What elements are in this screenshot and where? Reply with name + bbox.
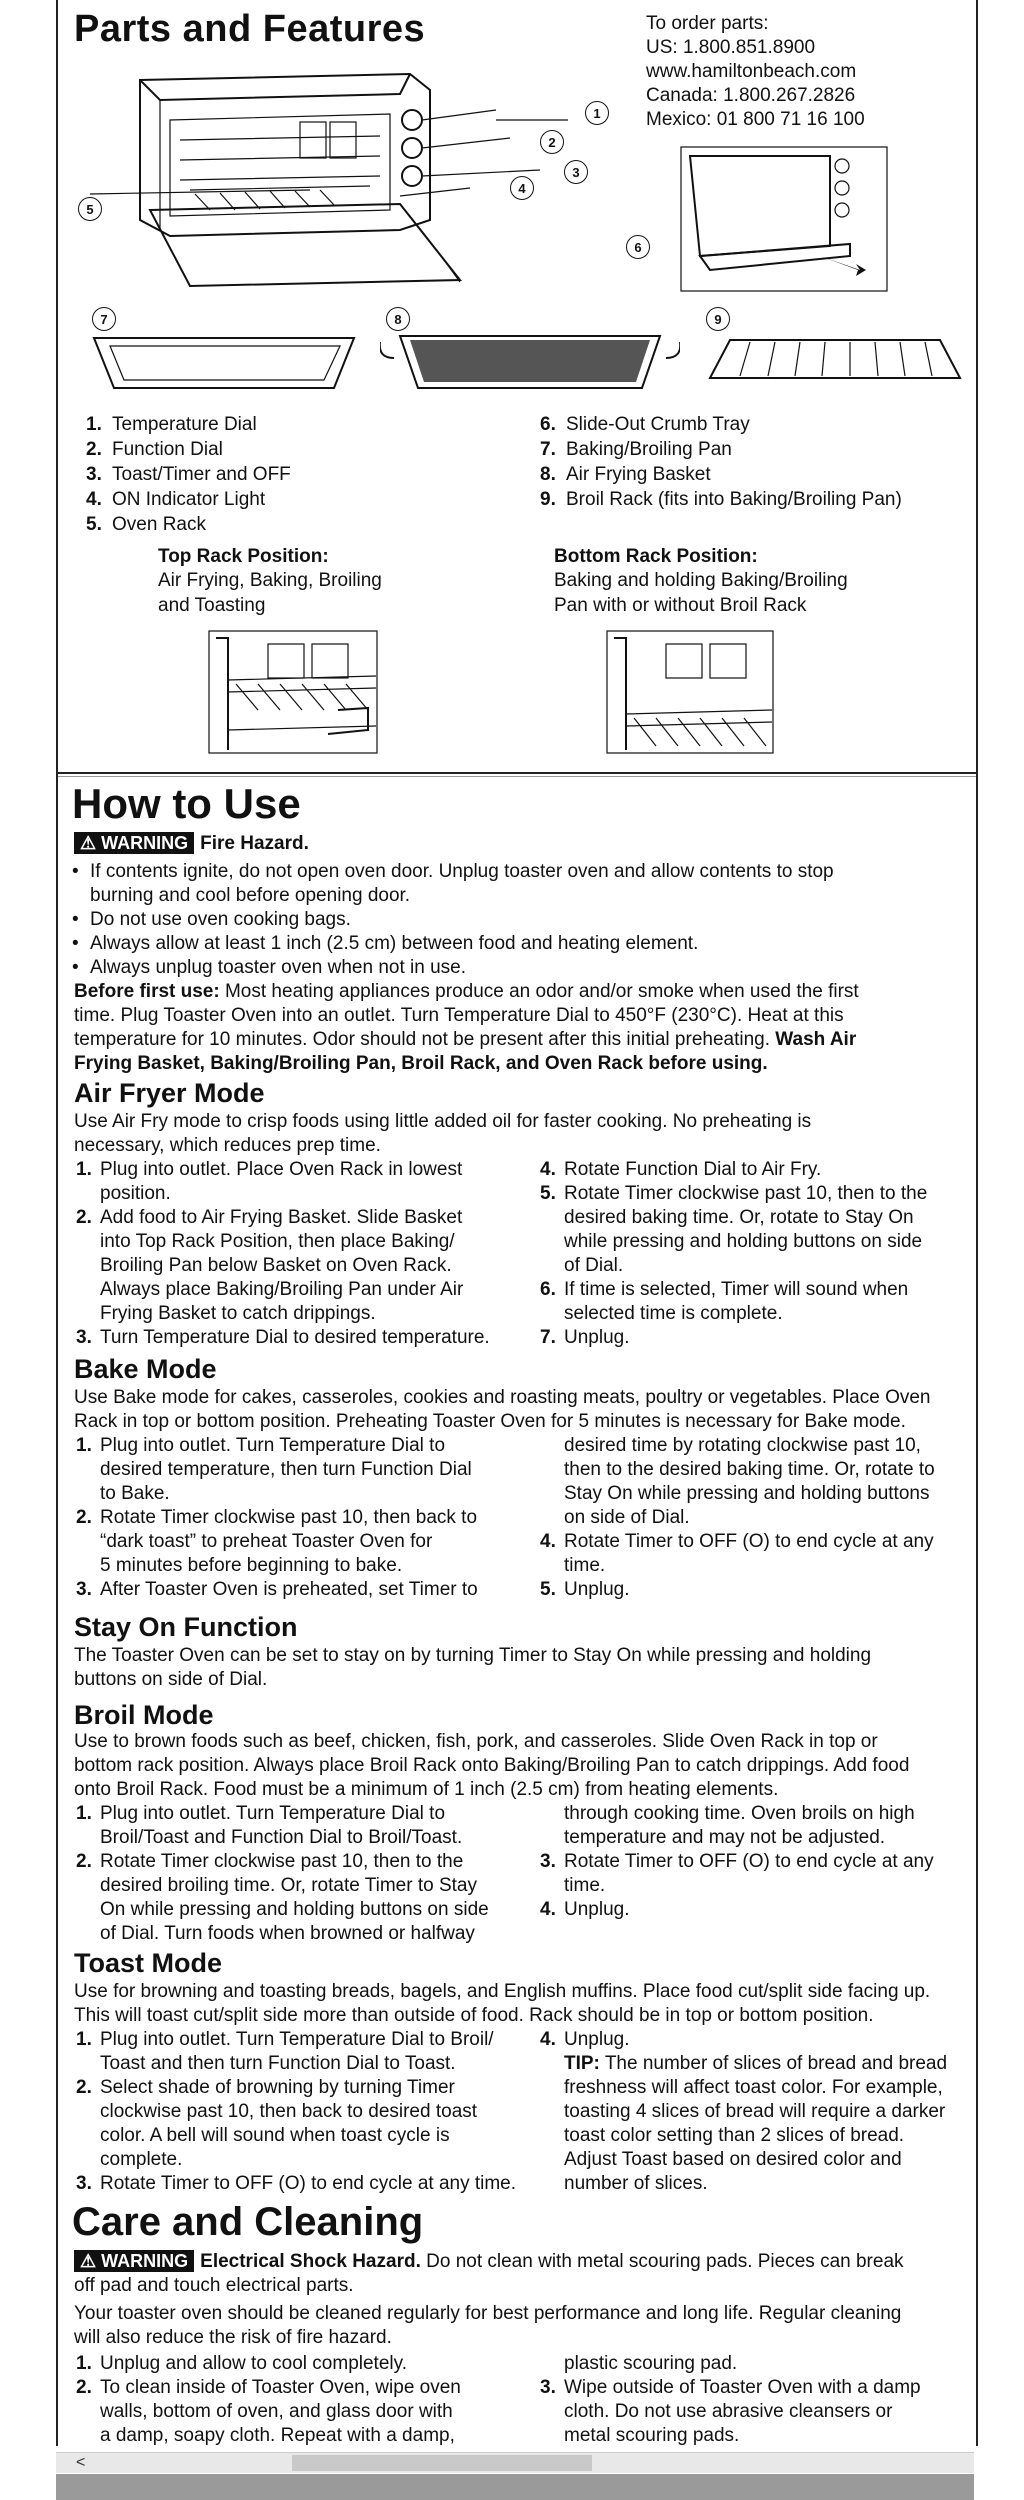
list-item-cont: through cooking time. Oven broils on high temperature and may not be adjusted. — [564, 1803, 915, 1848]
list-item: 2. Rotate Timer clockwise past 10, then to the desired broiling time. Or, rotate Timer to Stay On while pressing and holding buttons on side of Dial. Turn foods when browned or halfway — [76, 1851, 489, 1944]
first-use-label: Before first use: — [74, 981, 220, 1002]
first-use-line: temperature for 10 minutes. Odor should not be present after this initial preheating. — [74, 1029, 771, 1050]
order-line: www.hamiltonbeach.com — [646, 61, 857, 82]
list-item: 3. After Toaster Oven is preheated, set Timer to — [76, 1579, 478, 1600]
broil-rack-illustration — [700, 318, 974, 398]
toaster-oven-illustration — [70, 60, 630, 300]
first-use-bold: Frying Basket, Baking/Broiling Pan, Broil Rack, and Oven Rack before using. — [74, 1053, 768, 1074]
list-item: 1. Plug into outlet. Turn Temperature Dial to desired temperature, then turn Function Dial to Bake. — [76, 1435, 472, 1504]
callout-7: 7 — [92, 307, 116, 331]
list-item: 5. Unplug. — [540, 1579, 630, 1600]
list-item: 5. Rotate Timer clockwise past 10, then to the desired baking time. Or, rotate to Stay On while pressing and holding buttons on side of Dial. — [540, 1183, 928, 1276]
list-item: 9. Broil Rack (fits into Baking/Broiling Pan) — [540, 489, 902, 510]
parts-title: Parts and Features — [74, 8, 426, 50]
bullet-item: • If contents ignite, do not open oven door. Unplug toaster oven and allow contents to stop — [68, 860, 968, 884]
order-line: US: 1.800.851.8900 — [646, 37, 816, 58]
callout-2: 2 — [540, 130, 564, 154]
toast-title: Toast Mode — [74, 1948, 222, 1978]
callout-4: 4 — [510, 176, 534, 200]
bottom-rack-illustration — [606, 630, 776, 756]
list-item: 4. Rotate Timer to OFF (O) to end cycle at any time. — [540, 1531, 934, 1576]
top-rack-line: Air Frying, Baking, Broiling — [158, 570, 382, 591]
how-to-use-title: How to Use — [72, 780, 301, 827]
list-item: 6. If time is selected, Timer will sound when selected time is complete. — [540, 1279, 909, 1324]
list-item: 7. Baking/Broiling Pan — [540, 439, 732, 460]
callout-8: 8 — [386, 307, 410, 331]
warning-text: Fire Hazard. — [200, 833, 309, 854]
list-item: 4. ON Indicator Light — [86, 489, 266, 510]
list-item: 6. Slide-Out Crumb Tray — [540, 414, 750, 435]
list-item: 1. Unplug and allow to cool completely. — [76, 2353, 407, 2374]
list-item: 8. Air Frying Basket — [540, 464, 711, 485]
tip-block: TIP: The number of slices of bread and bread freshness will affect toast color. For example, toasting 4 slices of bread will require a darker toast color setting than 2 slices of bread. Adjust Toast based on desired color and number of slices. — [564, 2053, 948, 2194]
toast-intro: Use for browning and toasting breads, bagels, and English muffins. Place food cut/split side facing up. This will toast cut/split side more than outside of food. Rack should be in top or bottom position. — [74, 1981, 931, 2026]
air-fryer-intro: Use Air Fry mode to crisp foods using little added oil for faster cooking. No preheating is necessary, which reduces prep time. — [74, 1111, 812, 1156]
broil-title: Broil Mode — [74, 1700, 214, 1730]
broil-intro: Use to brown foods such as beef, chicken, fish, pork, and casseroles. Slide Oven Rack in top or bottom rack position. Always place Broil Rack onto Baking/Broiling Pan to catch drippings. Add food onto Broil Rack. Food must be a minimum of 1 inch (2.5 cm) from heating elements. — [74, 1731, 910, 1800]
list-item: 2. Select shade of browning by turning Timer clockwise past 10, then back to desired toast color. A bell will sound when toast cycle is complete. — [76, 2077, 478, 2170]
list-item: 2. Rotate Timer clockwise past 10, then back to “dark toast” to preheat Toaster Oven for 5 minutes before beginning to bake. — [76, 1507, 478, 1576]
list-item: 1. Plug into outlet. Turn Temperature Dial to Broil/Toast and Function Dial to Broil/Toast. — [76, 1803, 463, 1848]
stay-on-title: Stay On Function — [74, 1612, 298, 1642]
bottom-bar — [56, 2474, 974, 2500]
list-item: 7. Unplug. — [540, 1327, 630, 1348]
list-item: 4. Unplug. — [540, 2029, 630, 2050]
first-use-line: Most heating appliances produce an odor and/or smoke when used the first — [224, 981, 859, 1002]
scroll-left-icon[interactable]: < — [76, 2454, 86, 2471]
scrollbar-thumb[interactable] — [292, 2455, 592, 2471]
list-item: 1. Plug into outlet. Turn Temperature Dial to Broil/ Toast and then turn Function Dial to Toast. — [76, 2029, 494, 2074]
stay-on-text: The Toaster Oven can be set to stay on by turning Timer to Stay On while pressing and holding buttons on side of Dial. — [74, 1645, 872, 1690]
top-rack-line: and Toasting — [158, 595, 266, 616]
callout-9: 9 — [706, 307, 730, 331]
warning-badge: ⚠ WARNING — [74, 2250, 194, 2272]
first-use-line: time. Plug Toaster Oven into an outlet. Turn Temperature Dial to 450°F (230°C). Heat at this — [74, 1005, 844, 1026]
section-divider-shadow — [58, 776, 976, 777]
list-item: 3. Wipe outside of Toaster Oven with a damp cloth. Do not use abrasive cleansers or metal scouring pads. — [540, 2377, 921, 2446]
care-intro: Your toaster oven should be cleaned regularly for best performance and long life. Regular cleaning will also reduce the risk of fire hazard. — [74, 2303, 902, 2348]
callout-1: 1 — [585, 101, 609, 125]
list-item: 4. Unplug. — [540, 1899, 630, 1920]
list-item: 2. Function Dial — [86, 439, 223, 460]
air-frying-basket-illustration — [380, 318, 680, 398]
top-rack-info — [158, 546, 382, 618]
parts-list-left — [86, 412, 291, 537]
warning-badge: ⚠ WARNING — [74, 832, 194, 854]
order-line: To order parts: — [646, 13, 769, 34]
fire-warning — [74, 832, 309, 856]
top-rack-illustration — [208, 630, 380, 756]
bottom-rack-line: Pan with or without Broil Rack — [554, 595, 807, 616]
list-item: 3. Toast/Timer and OFF — [86, 464, 291, 485]
callout-5: 5 — [78, 197, 102, 221]
callout-6: 6 — [626, 235, 650, 259]
list-item-cont: desired time by rotating clockwise past 10, then to the desired baking time. Or, rotate to Stay On while pressing and holding buttons on side of Dial. — [564, 1435, 935, 1528]
tip-label: TIP: — [564, 2053, 600, 2074]
warning-bullets — [68, 860, 968, 980]
list-item: 3. Rotate Timer to OFF (O) to end cycle at any time. — [540, 1851, 934, 1896]
care-title: Care and Cleaning — [72, 2200, 424, 2244]
horizontal-scrollbar[interactable] — [56, 2452, 974, 2473]
list-item: 4. Rotate Function Dial to Air Fry. — [540, 1159, 822, 1180]
bake-intro: Use Bake mode for cakes, casseroles, cookies and roasting meats, poultry or vegetables. Place Oven Rack in top or bottom position. Preheating Toaster Oven for 5 minutes is necessary for Bake mode. — [74, 1387, 931, 1432]
baking-pan-illustration — [84, 318, 374, 398]
list-item-cont: plastic scouring pad. — [564, 2353, 738, 2374]
bottom-rack-line: Baking and holding Baking/Broiling — [554, 570, 848, 591]
callout-3: 3 — [564, 160, 588, 184]
list-item: 2. Add food to Air Frying Basket. Slide Basket into Top Rack Position, then place Baking/ Broiling Pan below Basket on Oven Rack. Always place Baking/Broiling Pan under Air Frying Basket to catch drippings. — [76, 1207, 464, 1324]
bullet-item-cont: burning and cool before opening door. — [90, 885, 411, 906]
list-item: 5. Oven Rack — [86, 514, 206, 535]
shock-warning: ⚠ WARNING Electrical Shock Hazard. Do not clean with metal scouring pads. Pieces can break off pad and touch electrical parts. — [74, 2251, 904, 2296]
section-divider — [56, 772, 976, 774]
bottom-rack-info — [554, 546, 848, 618]
bake-title: Bake Mode — [74, 1354, 217, 1384]
bullet-item: • Do not use oven cooking bags. — [68, 908, 968, 932]
bullet-item: • Always allow at least 1 inch (2.5 cm) between food and heating element. — [68, 932, 968, 956]
crumb-tray-illustration — [680, 146, 890, 294]
order-info — [646, 12, 865, 132]
parts-list-right — [540, 412, 902, 512]
list-item: 2. To clean inside of Toaster Oven, wipe oven walls, bottom of oven, and glass door with a damp, soapy cloth. Repeat with a damp, — [76, 2377, 461, 2446]
top-rack-heading: Top Rack Position: — [158, 546, 329, 567]
list-item: 1. Plug into outlet. Place Oven Rack in lowest position. — [76, 1159, 463, 1204]
list-item: 3. Turn Temperature Dial to desired temperature. — [76, 1327, 490, 1348]
list-item: 1. Temperature Dial — [86, 414, 257, 435]
air-fryer-title: Air Fryer Mode — [74, 1078, 265, 1108]
bullet-item: • Always unplug toaster oven when not in use. — [68, 956, 968, 980]
before-first-use — [74, 980, 974, 1076]
first-use-bold: Wash Air — [775, 1029, 857, 1050]
order-line: Mexico: 01 800 71 16 100 — [646, 109, 865, 130]
list-item: 3. Rotate Timer to OFF (O) to end cycle at any time. — [76, 2173, 517, 2194]
bottom-rack-heading: Bottom Rack Position: — [554, 546, 758, 567]
order-line: Canada: 1.800.267.2826 — [646, 85, 856, 106]
